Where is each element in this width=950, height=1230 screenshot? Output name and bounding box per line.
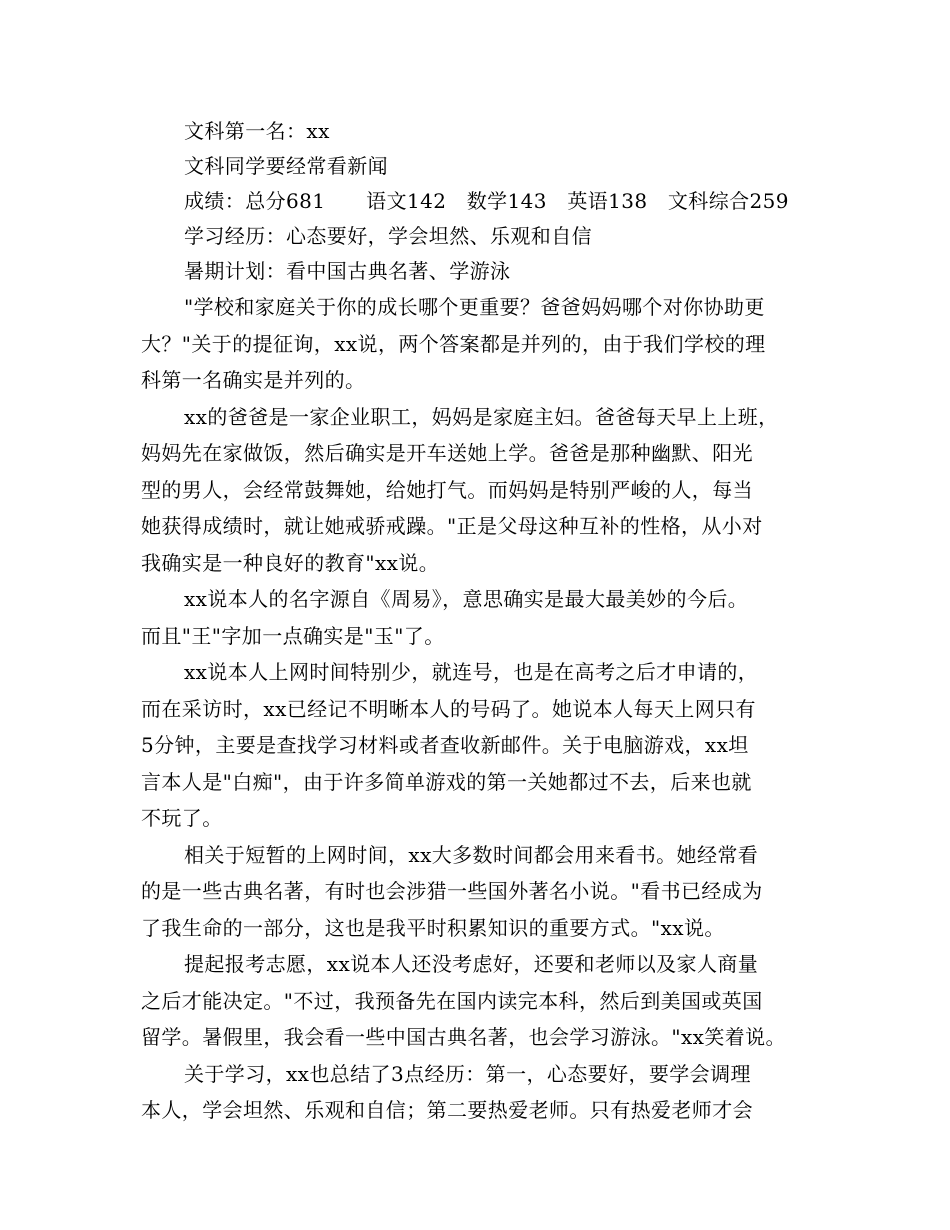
paragraph-line: xx说本人上网时间特别少，就连号，也是在高考之后才申请的，	[184, 660, 759, 684]
paragraph-line: xx说本人的名字源自《周易》，意思确实是最大最美妙的今后。	[184, 587, 749, 611]
paragraph-line: 了我生命的一部分，这也是我平时积累知识的重要方式。"xx说。	[141, 915, 725, 940]
paragraph-line: 型的男人，会经常鼓舞她，给她打气。而妈妈是特别严峻的人，每当	[141, 477, 753, 502]
paragraph-line: 我确实是一种良好的教育"xx说。	[141, 550, 440, 575]
header-block	[141, 114, 813, 289]
paragraph-line: 之后才能决定。"不过，我预备先在国内读完本科，然后到美国或英国	[141, 988, 763, 1013]
paragraph-line: 的是一些古典名著，有时也会涉猎一些国外著名小说。"看书已经成为	[141, 879, 763, 903]
paragraph-line: 留学。暑假里，我会看一些中国古典名著，也会学习游泳。"xx笑着说。	[141, 1025, 786, 1049]
paragraph-internet-use	[141, 654, 813, 837]
paragraph-line: 大？"关于的提征询，xx说，两个答案都是并列的，由于我们学校的理	[141, 331, 766, 356]
paragraph-school-family	[141, 289, 813, 399]
paragraph-parents	[141, 399, 813, 582]
paragraph-line: 言本人是"白痴"，由于许多简单游戏的第一关她都过不去，后来也就	[141, 769, 752, 794]
paragraph-line: 不玩了。	[141, 806, 223, 830]
header-line-motto: 文科同学要经常看新闻	[184, 154, 388, 178]
document-body	[141, 114, 813, 1129]
paragraph-line: 而且"王"字加一点确实是"玉"了。	[141, 623, 445, 648]
header-line-experience: 学习经历：心态要好，学会坦然、乐观和自信	[184, 224, 592, 248]
paragraph-line: 关于学习，xx也总结了3点经历：第一，心态要好，要学会调理	[184, 1061, 751, 1086]
paragraph-line: 妈妈先在家做饭，然后确实是开车送她上学。爸爸是那种幽默、阳光	[141, 441, 753, 465]
paragraph-line: 而在采访时，xx已经记不明晰本人的号码了。她说本人每天上网只有	[141, 696, 756, 721]
header-line-rank: 文科第一名：xx	[184, 119, 330, 143]
paragraph-line: 提起报考志愿，xx说本人还没考虑好，还要和老师以及家人商量	[184, 952, 759, 976]
paragraph-line: xx的爸爸是一家企业职工，妈妈是家庭主妇。爸爸每天早上上班，	[184, 404, 779, 429]
paragraph-line: 本人，学会坦然、乐观和自信；第二要热爱老师。只有热爱老师才会	[141, 1098, 753, 1122]
paragraph-line: 5分钟，主要是查找学习材料或者查收新邮件。关于电脑游戏，xx坦	[141, 733, 749, 757]
paragraph-line: 相关于短暂的上网时间，xx大多数时间都会用来看书。她经常看	[184, 842, 759, 867]
paragraph-line: "学校和家庭关于你的成长哪个更重要？爸爸妈妈哪个对你协助更	[184, 295, 765, 319]
header-line-scores: 成绩：总分681 语文142 数学143 英语138 文科综合259	[184, 189, 789, 213]
paragraph-application-plans	[141, 946, 813, 1056]
paragraph-reading	[141, 837, 813, 947]
paragraph-study-experience	[141, 1056, 813, 1129]
paragraph-line: 她获得成绩时，就让她戒骄戒躁。"正是父母这种互补的性格，从小对	[141, 514, 763, 538]
paragraph-name-origin	[141, 581, 813, 654]
paragraph-line: 科第一名确实是并列的。	[141, 368, 366, 392]
header-line-summer-plan: 暑期计划：看中国古典名著、学游泳	[184, 259, 511, 283]
